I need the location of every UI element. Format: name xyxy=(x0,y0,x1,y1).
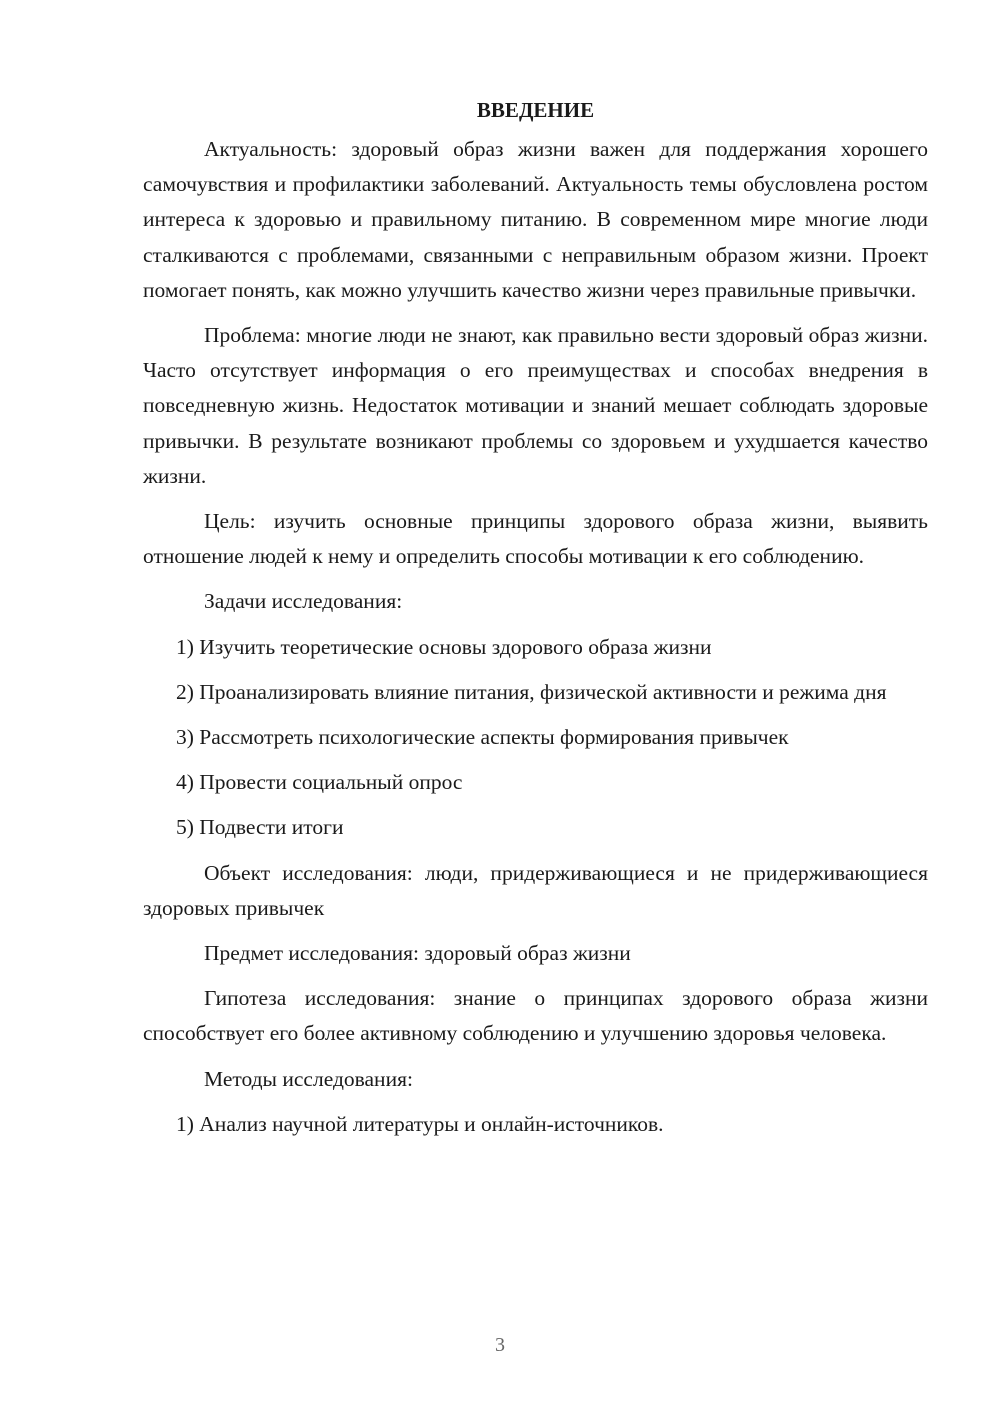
object-paragraph: Объект исследования: люди, придерживающиеся и не придерживающиеся здоровых привычек xyxy=(143,860,928,920)
task-item-5: 5) Подвести итоги xyxy=(176,815,344,840)
goal-paragraph: Цель: изучить основные принципы здорового образа жизни, выявить отношение людей к нему и определить способы мотивации к его соблюдению. xyxy=(143,509,928,569)
tasks-title: Задачи исследования: xyxy=(204,589,403,614)
task-item-2: 2) Проанализировать влияние питания, физической активности и режима дня xyxy=(176,679,887,704)
subject-paragraph: Предмет исследования: здоровый образ жизни xyxy=(204,941,631,966)
document-page xyxy=(143,92,928,1152)
methods-title: Методы исследования: xyxy=(204,1066,413,1091)
relevance-paragraph: Актуальность: здоровый образ жизни важен для поддержания хорошего самочувствия и профилактики заболеваний. Актуальность темы обусловлена ростом интереса к здоровью и правильному питанию. В современном мире многие люди сталкиваются с проблемами, связанными с неправильным образом жизни. Проект помогает понять, как можно улучшить качество жизни через правильные привычки. xyxy=(143,137,928,302)
task-item-3: 3) Рассмотреть психологические аспекты формирования привычек xyxy=(176,725,789,750)
problem-paragraph: Проблема: многие люди не знают, как правильно вести здоровый образ жизни. Часто отсутствует информация о его преимуществах и способах внедрения в повседневную жизнь. Недостаток мотивации и знаний мешает соблюдать здоровые привычки. В результате возникают проблемы со здоровьем и ухудшается качество жизни. xyxy=(143,323,928,488)
section-heading: ВВЕДЕНИЕ xyxy=(476,98,595,122)
task-item-1: 1) Изучить теоретические основы здорового образа жизни xyxy=(176,634,712,659)
task-item-4: 4) Провести социальный опрос xyxy=(176,770,463,795)
method-item-1: 1) Анализ научной литературы и онлайн-источников. xyxy=(176,1111,664,1136)
hypothesis-paragraph: Гипотеза исследования: знание о принципах здорового образа жизни способствует его более активному соблюдению и улучшению здоровья человека. xyxy=(143,986,928,1046)
page-number: 3 xyxy=(495,1334,505,1356)
